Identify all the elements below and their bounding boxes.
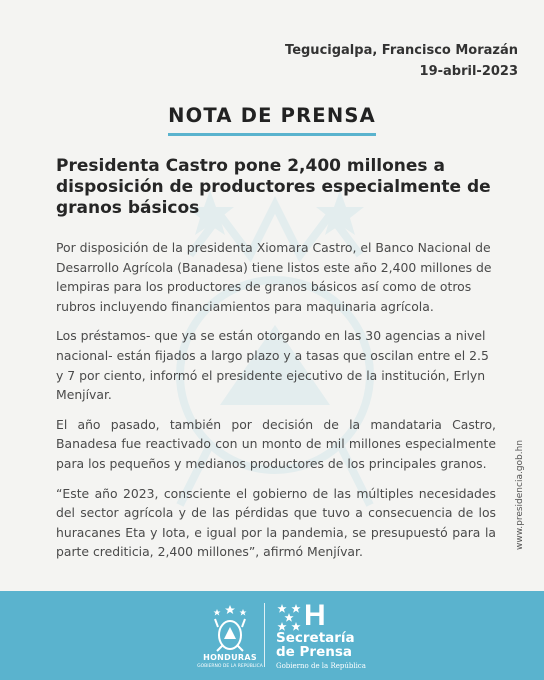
gobierno-label: Gobierno de la República xyxy=(276,662,366,670)
page-title: NOTA DE PRENSA xyxy=(168,104,376,136)
headline: Presidenta Castro pone 2,400 millones a disposición de productores especialmente de granos básicos xyxy=(56,156,491,218)
footer-bar xyxy=(0,591,544,680)
paragraph: El año pasado, también por decisión de la mandataria Castro, Banadesa fue reactivado con un monto de mil millones especialmente para los pequeños y medianos productores de los principales granos. xyxy=(56,416,496,471)
prensa-label: de Prensa xyxy=(276,644,352,660)
footer-divider xyxy=(264,603,265,667)
footer-country-sub: GOBIERNO DE LA REPÚBLICA xyxy=(197,664,263,669)
paragraph: Por disposición de la presidenta Xiomara Castro, el Banco Nacional de Desarrollo Agrícola (Banadesa) tiene listos este año 2,400 millones de lempiras para los productores de granos básicos así como de otros rubros incluyendo financiamientos para maquinaria agrícola. xyxy=(56,240,492,314)
paragraph: Los préstamos- que ya se están otorgando en las 30 agencias a nivel nacional- están fijados a largo plazo y a tasas que oscilan entre el 2.5 y 7 por ciento, informó el presidente ejecutivo de la institución, Erlyn Menjívar. xyxy=(56,328,489,403)
paragraph: “Este año 2023, consciente el gobierno de las múltiples necesidades del sector agrícola y de las pérdidas que tuvo a consecuencia de los huracanes Eta y Iota, e igual por la pandemia, se presupuestó para la parte crediticia, 2,400 millones”, afirmó Menjívar. xyxy=(56,485,496,560)
logo-letter: H xyxy=(304,599,326,632)
stars-icon xyxy=(276,604,304,632)
footer-country: HONDURAS xyxy=(203,653,257,662)
honduras-seal-icon xyxy=(205,605,255,655)
date-text: 19-abril-2023 xyxy=(419,64,518,79)
side-url: www.presidencia.gob.hn xyxy=(515,439,525,550)
header-block xyxy=(285,40,518,82)
location-text: Tegucigalpa, Francisco Morazán xyxy=(285,43,518,58)
article-body xyxy=(56,238,496,572)
secretaria-label: Secretaría xyxy=(276,630,355,646)
